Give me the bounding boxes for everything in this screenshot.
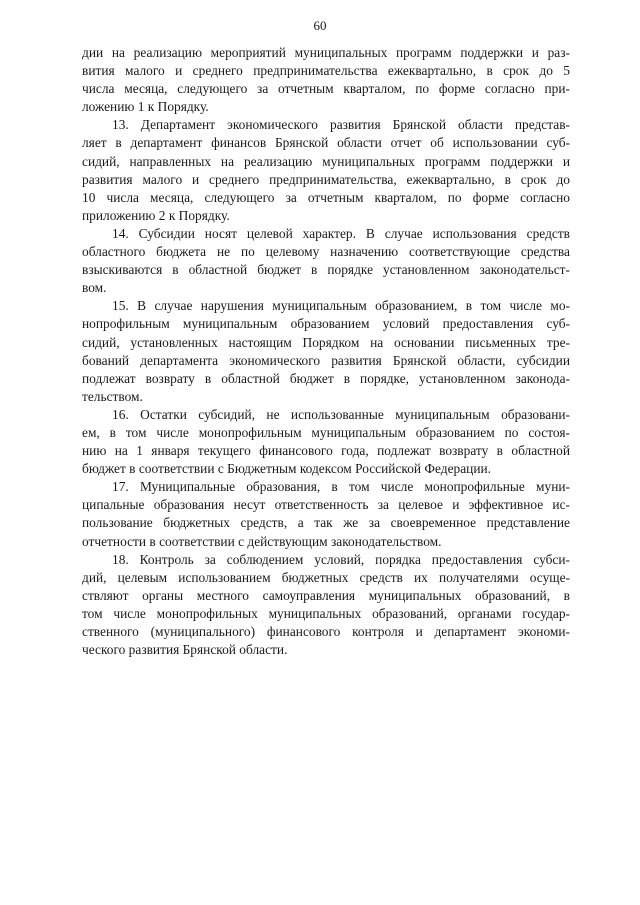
text-line: нопрофильным муниципальным образованием условий предоставления суб-: [82, 316, 570, 332]
text-line: приложению 2 к Порядку.: [82, 207, 230, 223]
text-line: подлежат возврату в областной бюджет в порядке, установленном законода-: [82, 370, 570, 386]
text-line: бюджет в соответствии с Бюджетным кодексом Российской Федерации.: [82, 461, 492, 477]
paragraph: [82, 297, 570, 406]
paragraph: [82, 225, 570, 297]
text-line: нию на 1 января текущего финансового года, подлежат возврату в областной: [82, 443, 570, 459]
text-line: числа месяца, следующего за отчетным кварталом, по форме согласно при-: [82, 81, 570, 97]
text-line: ципальные образования несут ответственность за целевое и эффективное ис-: [82, 497, 570, 513]
paragraph: [82, 44, 570, 116]
text-line: 17. Муниципальные образования, в том числе монопрофильные муни-: [112, 479, 570, 495]
text-line: дий, целевым использованием бюджетных средств их получателями осуще-: [82, 569, 570, 585]
text-line: вития малого и среднего предпринимательства ежеквартально, в срок до 5: [82, 63, 570, 79]
text-line: сидий, установленных настоящим Порядком на основании письменных тре-: [82, 334, 570, 350]
text-line: сидий, направленных на реализацию муниципальных программ поддержки и: [82, 153, 570, 169]
text-line: отчетности в соответствии с действующим законодательством.: [82, 533, 442, 549]
text-line: тельством.: [82, 388, 143, 404]
text-line: ствляют органы местного самоуправления муниципальных образований, в: [82, 587, 570, 603]
paragraph: [82, 478, 570, 550]
page-number: 60: [313, 18, 327, 33]
text-line: ственного (муниципального) финансового контроля и департамент экономи-: [82, 624, 570, 639]
text-line: 10 числа месяца, следующего за отчетным кварталом, по форме согласно: [82, 189, 570, 205]
text-line: том числе монопрофильных муниципальных образований, органами государ-: [82, 605, 570, 621]
text-line: ложению 1 к Порядку.: [82, 99, 209, 115]
paragraph: [82, 116, 570, 225]
text-line: дии на реализацию мероприятий муниципальных программ поддержки и раз-: [82, 45, 570, 60]
text-line: областного бюджета не по целевому назначению соответствующие средства: [82, 244, 570, 260]
text-line: 15. В случае нарушения муниципальным образованием, в том числе мо-: [112, 298, 570, 314]
text-line: вом.: [82, 280, 107, 296]
text-line: ческого развития Брянской области.: [82, 642, 288, 658]
text-line: 16. Остатки субсидий, не использованные муниципальным образовани-: [112, 406, 570, 422]
text-line: ляет в департамент финансов Брянской области отчет об использовании суб-: [82, 135, 570, 151]
text-line: 14. Субсидии носят целевой характер. В случае использования средств: [112, 225, 570, 241]
text-line: ем, в том числе монопрофильным муниципальным образованием по состоя-: [82, 424, 570, 440]
paragraph: [82, 551, 570, 660]
text-line: взыскиваются в областной бюджет в порядке установленном законодательст-: [82, 262, 570, 278]
text-line: пользование бюджетных средств, а так же за своевременное представление: [82, 515, 570, 531]
text-line: бований департамента экономического развития Брянской области, субсидии: [82, 352, 570, 368]
text-line: 13. Департамент экономического развития Брянской области представ-: [112, 117, 570, 133]
document-body: [82, 44, 570, 659]
paragraph: [82, 406, 570, 478]
text-line: развития малого и среднего предпринимательства, ежеквартально, в срок до: [82, 171, 570, 187]
text-line: 18. Контроль за соблюдением условий, порядка предоставления субси-: [112, 551, 570, 567]
